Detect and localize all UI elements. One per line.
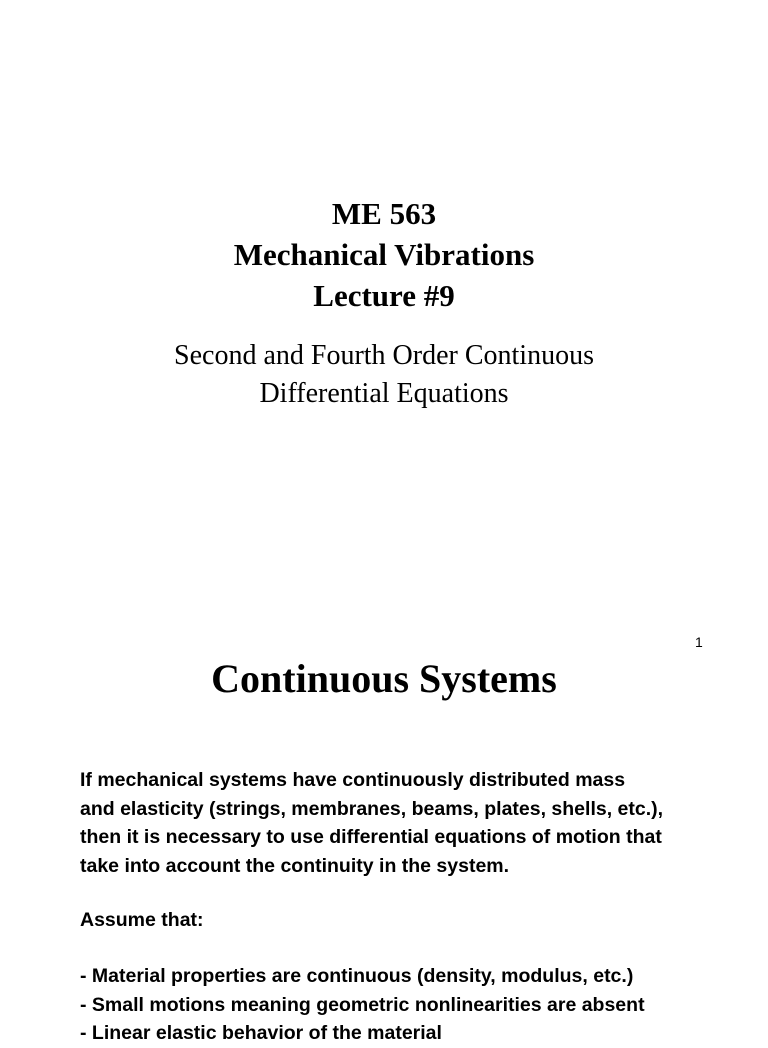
list-item: - Small motions meaning geometric nonlinearities are absent: [80, 993, 645, 1016]
lecture-subtitle: [0, 337, 768, 413]
assumption-list: [80, 962, 740, 1048]
course-name: Mechanical Vibrations: [233, 237, 535, 272]
paragraph-line: and elasticity (strings, membranes, beams, plates, shells, etc.),: [80, 797, 664, 820]
page-number: 1: [695, 634, 703, 650]
lecture-title: [0, 193, 768, 316]
paragraph-line: then it is necessary to use differential equations of motion that: [80, 826, 662, 848]
subtitle-line: Differential Equations: [259, 378, 509, 409]
list-item: - Material properties are continuous (density, modulus, etc.): [80, 965, 634, 987]
list-item: - Linear elastic behavior of the material: [80, 1022, 442, 1044]
assume-label: Assume that:: [80, 909, 204, 931]
intro-paragraph: [80, 766, 740, 880]
section-heading: Continuous Systems: [211, 656, 557, 701]
course-code: ME 563: [331, 196, 437, 231]
lecture-number: Lecture #9: [313, 278, 455, 313]
paragraph-line: take into account the continuity in the system.: [80, 854, 510, 877]
paragraph-line: If mechanical systems have continuously distributed mass: [80, 769, 626, 791]
subtitle-line: Second and Fourth Order Continuous: [174, 340, 594, 371]
